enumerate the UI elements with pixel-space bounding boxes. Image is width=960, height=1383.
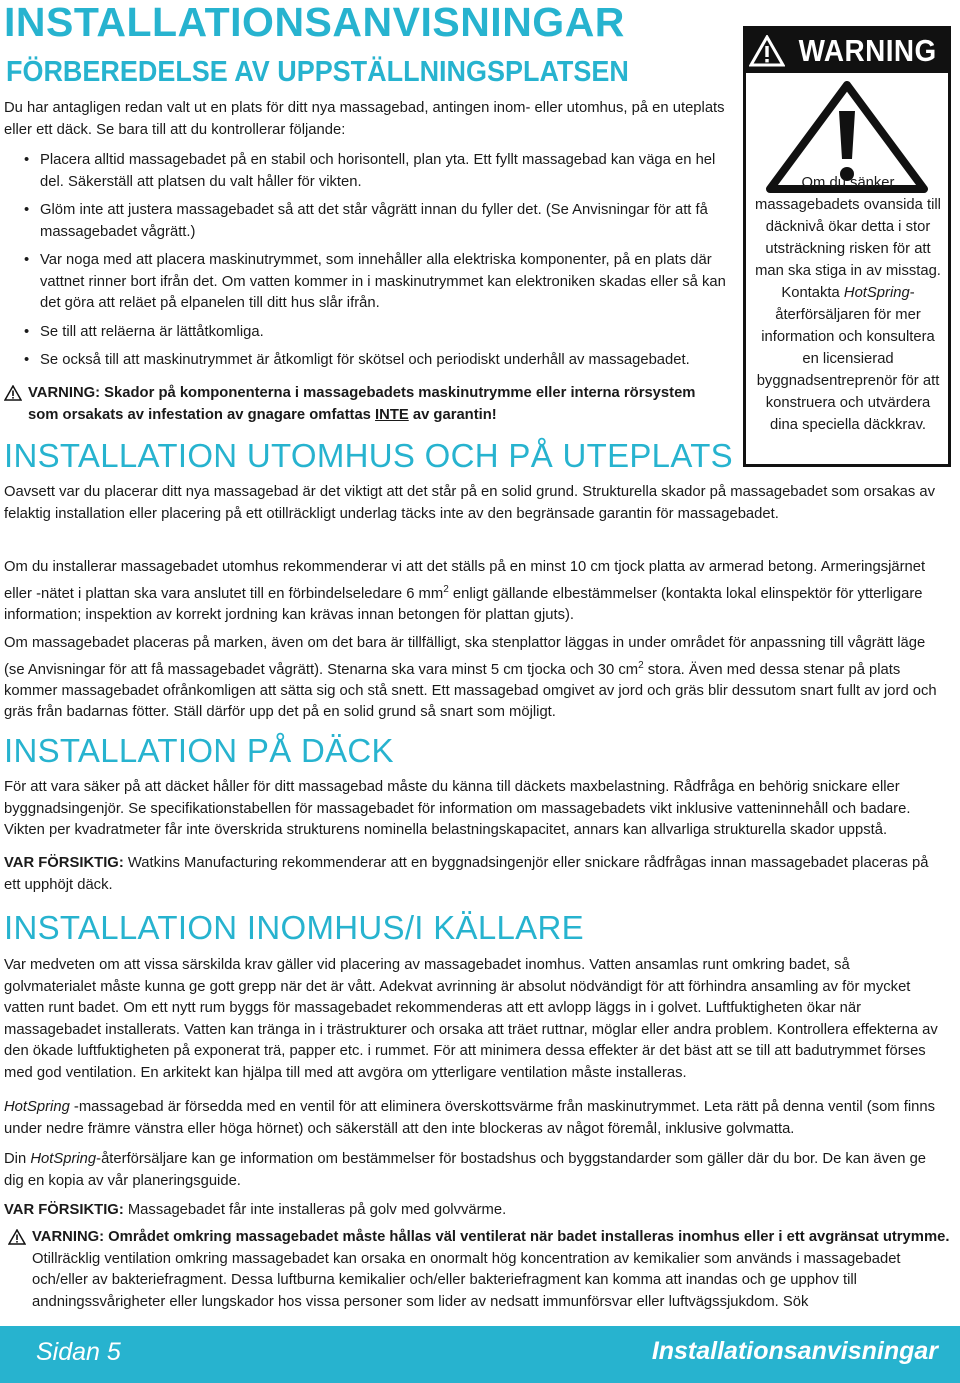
indoor-heading: INSTALLATION INOMHUS/I KÄLLARE bbox=[4, 909, 584, 946]
paragraph-text-end: stora. Även med dessa stenar på plats kommer massagebadet ofrånkomligen att sätta sig och stå snett. Ett massagebad omgivet av jord och gräs blir dessutom snart fullt av jord och gräs från badarnas fötter. Ställ därför upp det på en solid grund så snart som möjligt. bbox=[4, 661, 937, 721]
caution-label: VAR FÖRSIKTIG: bbox=[4, 1202, 124, 1218]
deck-caution bbox=[4, 853, 939, 896]
warning-box bbox=[743, 26, 951, 467]
brand-name: HotSpring bbox=[843, 285, 910, 301]
warning-body-text-end: -återförsäljaren för mer information och konsultera en licensierad byggnadsentreprenör för att konstruera och utvärdera dina speciella däckkrav. bbox=[756, 285, 940, 433]
outdoor-paragraph-1: Oavsett var du placerar ditt nya massagebad är det viktigt att det står på en solid grund. Strukturella skador på massagebadet som orsakas av felaktig installation eller placering på ett otillräckligt underlag täcks inte av den begränsade garantin för massagebadet. bbox=[4, 484, 936, 522]
indoor-caution bbox=[4, 1200, 939, 1222]
paragraph-text-end: -återförsäljare kan ge information om bestämmelser för bostadshus och byggstandarder som gäller där du bor. De kan även ge dig en kopia av vår planeringsguide. bbox=[4, 1151, 927, 1189]
prep-heading: FÖRBEREDELSE AV UPPSTÄLLNINGSPLATSEN bbox=[6, 56, 629, 88]
list-item: • Var noga med att placera maskinutrymmet, som innehåller alla elektriska komponenter, på en plats där vattnet rinner bort ifrån det. Om vatten kommer in i maskinutrymmet kan elektroniken skadas eller så kan det göra att reläet på elpanelen till ditt hus slår ifrån. bbox=[20, 250, 740, 315]
warning-text-end: av garantin! bbox=[408, 406, 497, 423]
caution-text: Watkins Manufacturing rekommenderar att en byggnadsingenjör eller snickare rådfrågas innan massagebadet placeras på ett upphöjt däck. bbox=[4, 855, 929, 893]
warning-body-text: Om du sänker massagebadets ovansida till däcknivå ökar detta i stor utsträckning risken för att man ska stiga in av misstag. Kontakta bbox=[755, 175, 941, 301]
list-item: • Glöm inte att justera massagebadet så att det står vågrätt innan du fyller det. (Se Anvisningar för att få massagebadet vågrätt.) bbox=[20, 200, 740, 243]
page-title: INSTALLATIONSANVISNINGAR bbox=[4, 0, 625, 45]
footer-section-title: Installationsanvisningar bbox=[651, 1337, 938, 1365]
warning-box-text bbox=[754, 172, 942, 436]
warning-header bbox=[746, 29, 948, 73]
warning-header-label: WARNING bbox=[798, 33, 937, 68]
warning-bold-text: VARNING: Området omkring massagebadet måste hållas väl ventilerat när badet installeras inomhus eller i ett avgränsat utrymme. bbox=[32, 1229, 950, 1245]
prep-intro: Du har antagligen redan valt ut en plats för ditt nya massagebad, antingen inom- eller utomhus, på en uteplats eller ett däck. Se bara till att du kontrollerar följande: bbox=[4, 100, 725, 138]
warning-emphasis: INTE bbox=[375, 406, 409, 423]
list-item: • Se till att reläerna är lättåtkomliga. bbox=[20, 322, 740, 344]
list-item: • Se också till att maskinutrymmet är åtkomligt för skötsel och periodiskt underhåll av massagebadet. bbox=[20, 350, 740, 372]
indoor-paragraph-3 bbox=[4, 1149, 939, 1192]
superscript: 2 bbox=[638, 659, 644, 671]
outdoor-paragraph-3 bbox=[4, 633, 949, 724]
brand-name: HotSpring bbox=[4, 1099, 70, 1115]
prep-bullet-list bbox=[20, 150, 740, 379]
prep-warning bbox=[4, 383, 728, 426]
outdoor-heading: INSTALLATION UTOMHUS OCH PÅ UTEPLATS bbox=[4, 437, 733, 474]
indoor-paragraph-1: Var medveten om att vissa särskilda krav gäller vid placering av massagebadet inomhus. Vatten ansamlas runt omkring badet, så golvmaterialet måste kunna ge gott grepp när det är vått. Adekvat avrinning är absolut nödvändigt för att förhindra ansamling av för mycket vatten runt badet. Om ett nytt rum byggs för massagebadet rekommenderas att ett avlopp läggs in i golvet. Luftfuktigheten ökar när massagebadet installerats. Vatten kan tränga in i trästrukturer och orsaka att träet ruttnar, möglar eller andra problem. Kontrollera effekterna av den ökade luftfuktigheten på exponerat trä, papper etc. i rummet. För att minimera dessa effekter är det bäst att se till att badutrymmet förses med god ventilation. En arkitekt kan hjälpa till med att avgöra om ytterligare ventilation måste installeras. bbox=[4, 957, 938, 1081]
warning-text: VARNING: Skador på komponenterna i massagebadets maskinutrymme eller interna rörsystem som orsakats av infestation av gnagare omfattas bbox=[28, 385, 696, 423]
brand-name: HotSpring bbox=[30, 1151, 97, 1167]
paragraph-text: -massagebad är försedda med en ventil för att eliminera överskottsvärme från maskinutrymmet. Leta rätt på denna ventil (som finns under nedre främre vänstra eller höga hörnet) och säkerställ att den inte blockeras av något föremål, inklusive golvmatta. bbox=[4, 1099, 935, 1137]
caution-label: VAR FÖRSIKTIG: bbox=[4, 855, 124, 871]
superscript: 2 bbox=[443, 583, 449, 595]
page-footer bbox=[0, 1326, 960, 1383]
list-item: • Placera alltid massagebadet på en stabil och horisontell, plan yta. Ett fyllt massagebad kan väga en hel del. Säkerställ att platsen du valt håller för vikten. bbox=[20, 150, 740, 193]
deck-heading: INSTALLATION PÅ DÄCK bbox=[4, 732, 394, 769]
indoor-warning bbox=[4, 1227, 954, 1313]
page-number: Sidan 5 bbox=[36, 1338, 121, 1366]
paragraph-text-end: enligt gällande elbestämmelser (kontakta lokal elinspektör för ytterligare information; inspektion av korrekt jordning kan krävas innan betongen för plattan gjuts). bbox=[4, 585, 923, 623]
paragraph-text: Om massagebadet placeras på marken, även om det bara är tillfälligt, ska stenplattor läggas in under området för anpassning till vågrätt läge (se Anvisningar för att få massagebadet vågrätt). Stenarna ska vara minst 5 cm tjocka och 30 cm bbox=[4, 635, 926, 678]
deck-paragraph-1: För att vara säker på att däcket håller för ditt massagebad måste du känna till däckets maxbelastning. Rådfråga en behörig snickare eller byggnadsingenjör. Se specifikationstabellen för massagebadet för information om massagebadets vikt inklusive vatteninnehåll och badare. Vikten per kvadratmeter får inte överskrida strukturens nominella belastningskapacitet, annars kan allvarliga strukturella skador uppstå. bbox=[4, 779, 911, 838]
paragraph-text: Din bbox=[4, 1151, 31, 1167]
paragraph-text: Om du installerar massagebadet utomhus rekommenderar vi att det ställs på en minst 10 cm tjock platta av armerad betong. Armeringsjärnet eller -nätet i plattan ska vara anslutet till en förbindelseledare 6 mm bbox=[4, 559, 926, 602]
caution-text: Massagebadet får inte installeras på golv med golvvärme. bbox=[123, 1202, 507, 1218]
warning-triangle-icon bbox=[4, 385, 22, 401]
outdoor-paragraph-2 bbox=[4, 557, 939, 626]
warning-triangle-icon bbox=[749, 35, 785, 67]
warning-text: Otillräcklig ventilation omkring massagebadet kan orsaka en onormalt hög koncentration av kemikalier som används i massagebadet och/eller av bakteriefragment. Dessa luftburna kemikalier och/eller bakteriefragment kan komma att inandas och ge upphov till andningssvårigheter eller lungskador hos vissa personer som lider av nedsatt immunförsvar eller luftvägssjukdom. Sök bbox=[32, 1250, 901, 1310]
indoor-paragraph-2 bbox=[4, 1097, 939, 1140]
warning-triangle-icon bbox=[8, 1229, 26, 1245]
